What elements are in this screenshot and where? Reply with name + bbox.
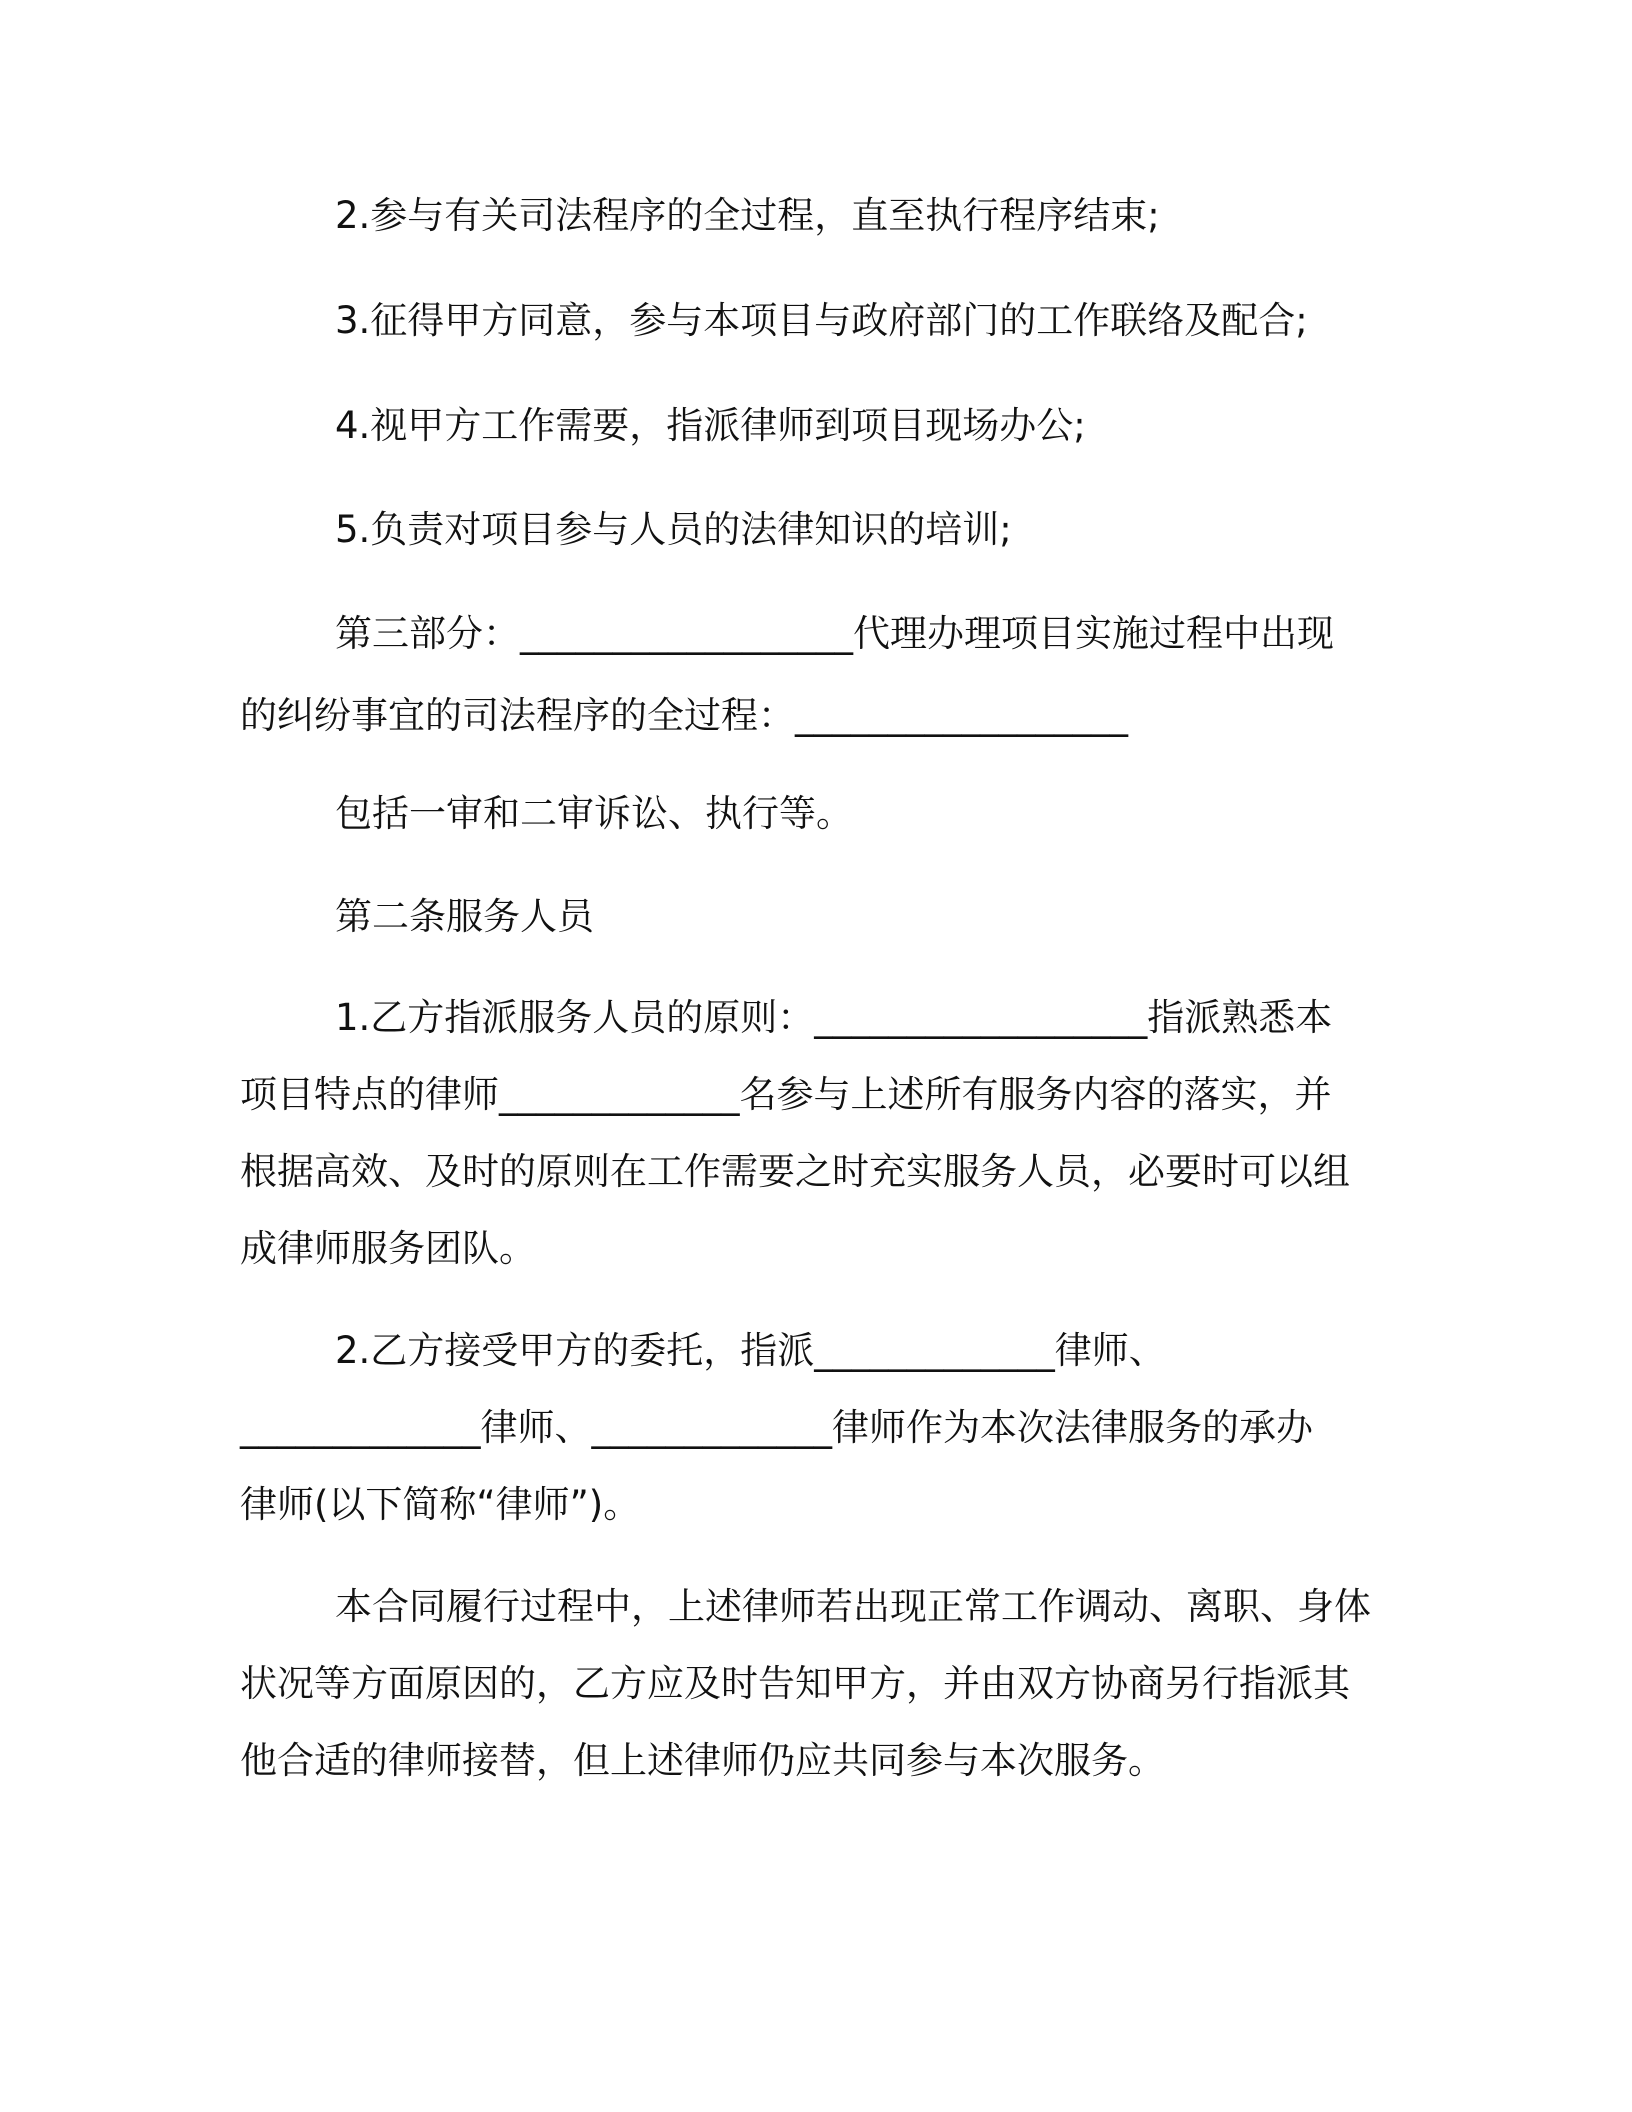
paragraph-line-1: 本合同履行过程中，上述律师若出现正常工作调动、离职、身体 (335, 1585, 1371, 1628)
list-item-5: 5.负责对项目参与人员的法律知识的培训; (335, 508, 1012, 551)
clause-2-line-2: _____________律师、_____________律师作为本次法律服务的承办 (240, 1406, 1313, 1449)
paragraph-line-3: 他合适的律师接替，但上述律师仍应共同参与本次服务。 (240, 1739, 1165, 1782)
section-three-line-2: 的纠纷事宜的司法程序的全过程：__________________ (240, 694, 1128, 737)
clause-1-line-3: 根据高效、及时的原则在工作需要之时充实服务人员，必要时可以组 (240, 1150, 1350, 1193)
list-item-2: 2.参与有关司法程序的全过程，直至执行程序结束; (335, 194, 1160, 237)
scope-note: 包括一审和二审诉讼、执行等。 (335, 792, 853, 835)
paragraph-line-2: 状况等方面原因的，乙方应及时告知甲方，并由双方协商另行指派其 (240, 1662, 1350, 1705)
list-item-3: 3.征得甲方同意，参与本项目与政府部门的工作联络及配合; (335, 299, 1308, 342)
clause-1-line-4: 成律师服务团队。 (240, 1227, 536, 1270)
clause-1-line-1: 1.乙方指派服务人员的原则：__________________指派熟悉本 (335, 996, 1333, 1039)
clause-2-line-3: 律师(以下简称“律师”)。 (240, 1483, 641, 1526)
list-item-4: 4.视甲方工作需要，指派律师到项目现场办公; (335, 404, 1086, 447)
article-two-heading: 第二条服务人员 (335, 895, 594, 938)
section-three-line-1: 第三部分：__________________代理办理项目实施过程中出现 (335, 612, 1334, 655)
clause-2-line-1: 2.乙方接受甲方的委托，指派_____________律师、 (335, 1329, 1166, 1372)
clause-1-line-2: 项目特点的律师_____________名参与上述所有服务内容的落实，并 (240, 1073, 1332, 1116)
